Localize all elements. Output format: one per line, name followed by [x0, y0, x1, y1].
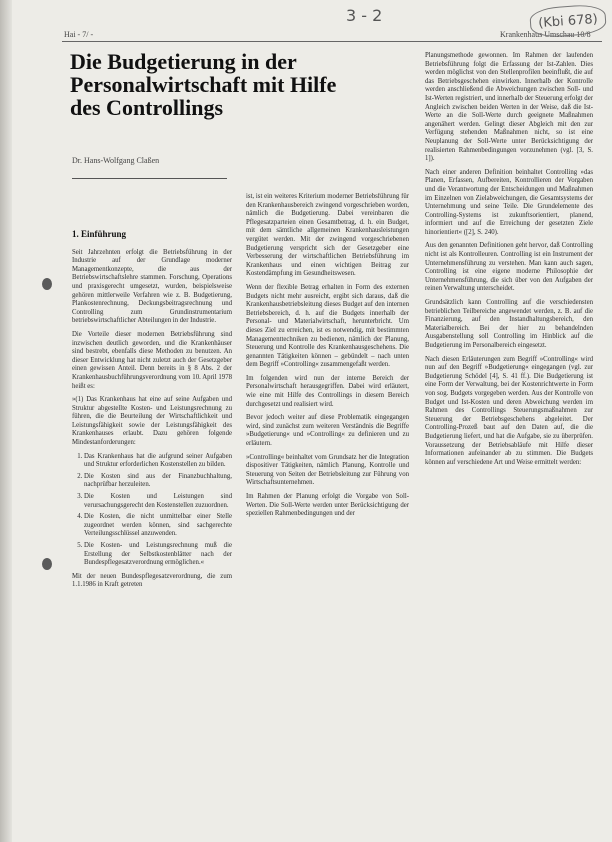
column-2 — [246, 193, 409, 833]
title-rule — [72, 178, 227, 179]
paragraph: Grundsätzlich kann Controlling auf die verschiedensten betrieblichen Teilbereiche angewendet werden, z. B. auf die Finanzierung, auf den Instandhaltungsbereich, den Materialbereich. Bei der hier zu behandelnden Ausgabenstellung soll Controlling im Hinblick auf die Budgetierung im Personalbereich eingesetzt. — [425, 299, 593, 349]
paragraph: Im folgenden wird nun der interne Bereich der Personalwirtschaft herausgegriffen. Dabei wird erläutert, wie eine mit Hilfe des Controllings in diesem Bereich durchgesetzt und realisiert wird. — [246, 374, 409, 408]
section-heading: 1. Einführung — [72, 230, 127, 239]
paragraph: Planungsmethode gewonnen. Im Rahmen der laufenden Betriebsführung folgt die Erfassung der Ist-Zahlen. Dies werden möglichst von den Stellenprofilen beeinflußt, die auf das Betriebsgeschehen einwirken. Innerhalb der Kontrolle werden anschließend die Abweichungen zwischen Soll- und Ist-Werten registriert, und innerhalb der Steuerung erfolgt der Angleich zwischen beiden Werten in der Weise, daß die Ist-Werte an die Soll-Werte durch geeignete Maßnahmen angenähert werden. Gelingt dieser Abgleich mit den zur Verfügung stehenden Maßnahmen nicht, so ist eine Neuplanung der Soll-Werte unter Berücksichtigung der realisierten Rahmenbedingungen vorzunehmen (vgl. [3, S. 1]). — [425, 52, 593, 163]
header-left: Hai - 7/ - — [64, 30, 94, 39]
paragraph: Mit der neuen Bundespflegesatzverordnung, die zum 1.1.1986 in Kraft getreten — [72, 572, 232, 589]
column-3 — [425, 52, 593, 812]
paragraph: »Controlling« beinhaltet vom Grundsatz her die Integration dispositiver Tätigkeiten, nämlich Planung, Kontrolle und Steuerung von Seiten der Betriebsleitung zur Führung von Wirtschaftsunternehmen. — [246, 453, 409, 487]
punch-hole — [42, 558, 52, 570]
article-author: Dr. Hans-Wolfgang Claßen — [72, 156, 160, 165]
paragraph: ist, ist ein weiteres Kriterium moderner Betriebsführung für den Krankenhausbereich zwingend vorgeschrieben worden, nämlich die Budgetierung. Dabei vereinbaren die Pflegesatzparteien einen Gesamtbetrag, d. h. ein Budget, mit dem sämtliche allgemeinen Krankenhausleistungen vergütet werden. Mit der zwingend vorgeschriebenen Budgetierung verspricht sich der Gesetzgeber eine Verbesserung der wirtschaftlichen Betriebsführung im Krankenhaus und einen wichtigen Beitrag zur Kostendämpfung im Gesundheitswesen. — [246, 193, 409, 278]
list-item: 5. Die Kosten- und Leistungsrechnung muß die Erstellung der Selbstkostenblätter nach der Bundespflegesatzverordnung ermöglichen.« — [84, 542, 232, 568]
list-item: 3. Die Kosten und Leistungen sind verursachungsgerecht den Kostenstellen zuzuordnen. — [84, 493, 232, 510]
paragraph: »(1) Das Krankenhaus hat eine auf seine Aufgaben und Struktur abgestellte Kosten- und Leistungsrechnung zu führen, die die Beurteilung der Wirtschaftlichkeit und Leistungsfähigkeit sowie der Leistungsfähigkeit des Krankenhauses erlaubt. Dazu gehören folgende Mindestanforderungen: — [72, 396, 232, 447]
article-title: Die Budgetierung in der Personalwirtschaft mit Hilfe des Controllings — [70, 49, 337, 120]
paragraph: Die Vorteile dieser modernen Betriebsführung sind inzwischen deutlich geworden, und die Krankenhäuser sind bestrebt, ebenfalls diese Methoden zu benutzen. An dieser Entwicklung hat nicht zuletzt auch der Gesetzgeber einen gewissen Anteil. Denn bereits in § 8 Abs. 2 der Krankenhausbuchführungsverordnung vom 10. April 1978 heißt es: — [72, 330, 232, 390]
paragraph: Seit Jahrzehnten erfolgt die Betriebsführung in der Industrie auf der Grundlage moderner Managementkonzepte, die aus der Betriebswirtschaftslehre stammen. Forschung, Operations und praxisgerecht umgesetzt, wurden, beispielsweise gehören mittlerweile Verfahren wie z. B. Budgetierung, Plankostenrechnung, Deckungsbeitragsrechnung und Controlling zum Grundinstrumentarium betriebswirtschaftlicher Abteilungen in der Industrie. — [72, 248, 232, 325]
requirements-list — [72, 453, 232, 568]
list-item: 2. Die Kosten sind aus der Finanzbuchhaltung, nachprüfbar herzuleiten. — [84, 473, 232, 490]
paragraph: Aus den genannten Definitionen geht hervor, daß Controlling nicht ist als Kontrolleuren. Controlling ist ein Instrument der Unternehmensführung zu verstehen. Man kann auch sagen, Controlling ist eine eigene moderne Philosophie der Unternehmensführung, die sich über von den Aufgaben der reinen Verwaltung unterscheidet. — [425, 242, 593, 293]
list-item: 4. Die Kosten, die nicht unmittelbar einer Stelle zugeordnet werden können, sind sachgerechte Verteilungsschlüssel anzuwenden. — [84, 513, 232, 539]
paragraph: Bevor jedoch weiter auf diese Problematik eingegangen wird, sind zunächst zum weiteren Verständnis die Begriffe »Budgetierung« und »Controlling« zu definieren und zu erläutern. — [246, 414, 409, 448]
handwritten-stamp: (Kbi 678) — [529, 3, 607, 38]
paragraph: Nach diesen Erläuterungen zum Begriff »Controlling« wird nun auf den Begriff »Budgetierung« eingegangen (vgl. zur Budgetierung Schödel [4], S. 41 ff.). Die Budgetierung ist eine Form der Verwaltung, bei der Kostenrichtwerte in Form von sog. Budgets vorgegeben werden. Aus der Kontrolle von Budget und Ist-Kosten und deren Abweichung werden im Rahmen des Controllings Steuerungsmaßnahmen zur Steuerung der Betriebsgeschehens abgeleitet. Der Controlling-Prozeß baut auf den Daten auf, die die Budgetierung liefert, und hat die Aufgabe, sie zu überprüfen. Voraussetzung der Betriebsabläufe mit Hilfe dieser Informationen aufeinander ab zu stimmen. Die Budgets können auf verschiedene Art und Weise ermittelt werden: — [425, 355, 593, 466]
column-1 — [72, 230, 232, 830]
paragraph: Wenn der flexible Betrag erhalten in Form des externen Budgets nicht mehr ausreicht, ergibt sich daraus, daß die Krankenhausbetriebsleitung dieses Budget auf den internen Betriebsbereich, d. h. auf die Budgets innerhalb der Personal- und Materialwirtschaft, herunterbricht. Um dieses Ziel zu erreichen, ist es notwendig, mit bestimmten Managementtechniken zu bedienen, nämlich der Planung, Steuerung und Kontrolle des Krankenhausgeschehens. Die genannten Tätigkeiten können – gebündelt – nach unten dem Begriff »Controlling« zusammengefaßt werden. — [246, 283, 409, 369]
header-rule — [62, 41, 602, 42]
punch-hole — [42, 278, 52, 290]
paragraph: Im Rahmen der Planung erfolgt die Vorgabe von Soll-Werten. Die Soll-Werte werden unter Berücksichtigung der speziellen Rahmenbedingungen und der — [246, 493, 409, 518]
handwritten-note: 3 - 2 — [346, 6, 383, 25]
page-binding-shadow — [0, 0, 12, 842]
paragraph: Nach einer anderen Definition beinhaltet Controlling »das Planen, Erfassen, Aufbereiten, Kontrollieren der Vorgaben und die Verantwortung der Entscheidungen und Maßnahmen im Einzelnen von Zielabweichungen, die Gesamtsystems der Unternehmung und seine Teile. Die Grundelemente des Controlling-Systems ist zukunftsorientiert, planend, informiert und auf die Erreichung der gesetzten Ziele hinorientiert« ([2], S. 240). — [425, 168, 593, 236]
list-item: 1. Das Krankenhaus hat die aufgrund seiner Aufgaben und Struktur erforderlichen Kostenstellen zu bilden. — [84, 453, 232, 470]
header-right: Krankenhaus Umschau 10/8 — [500, 30, 591, 39]
